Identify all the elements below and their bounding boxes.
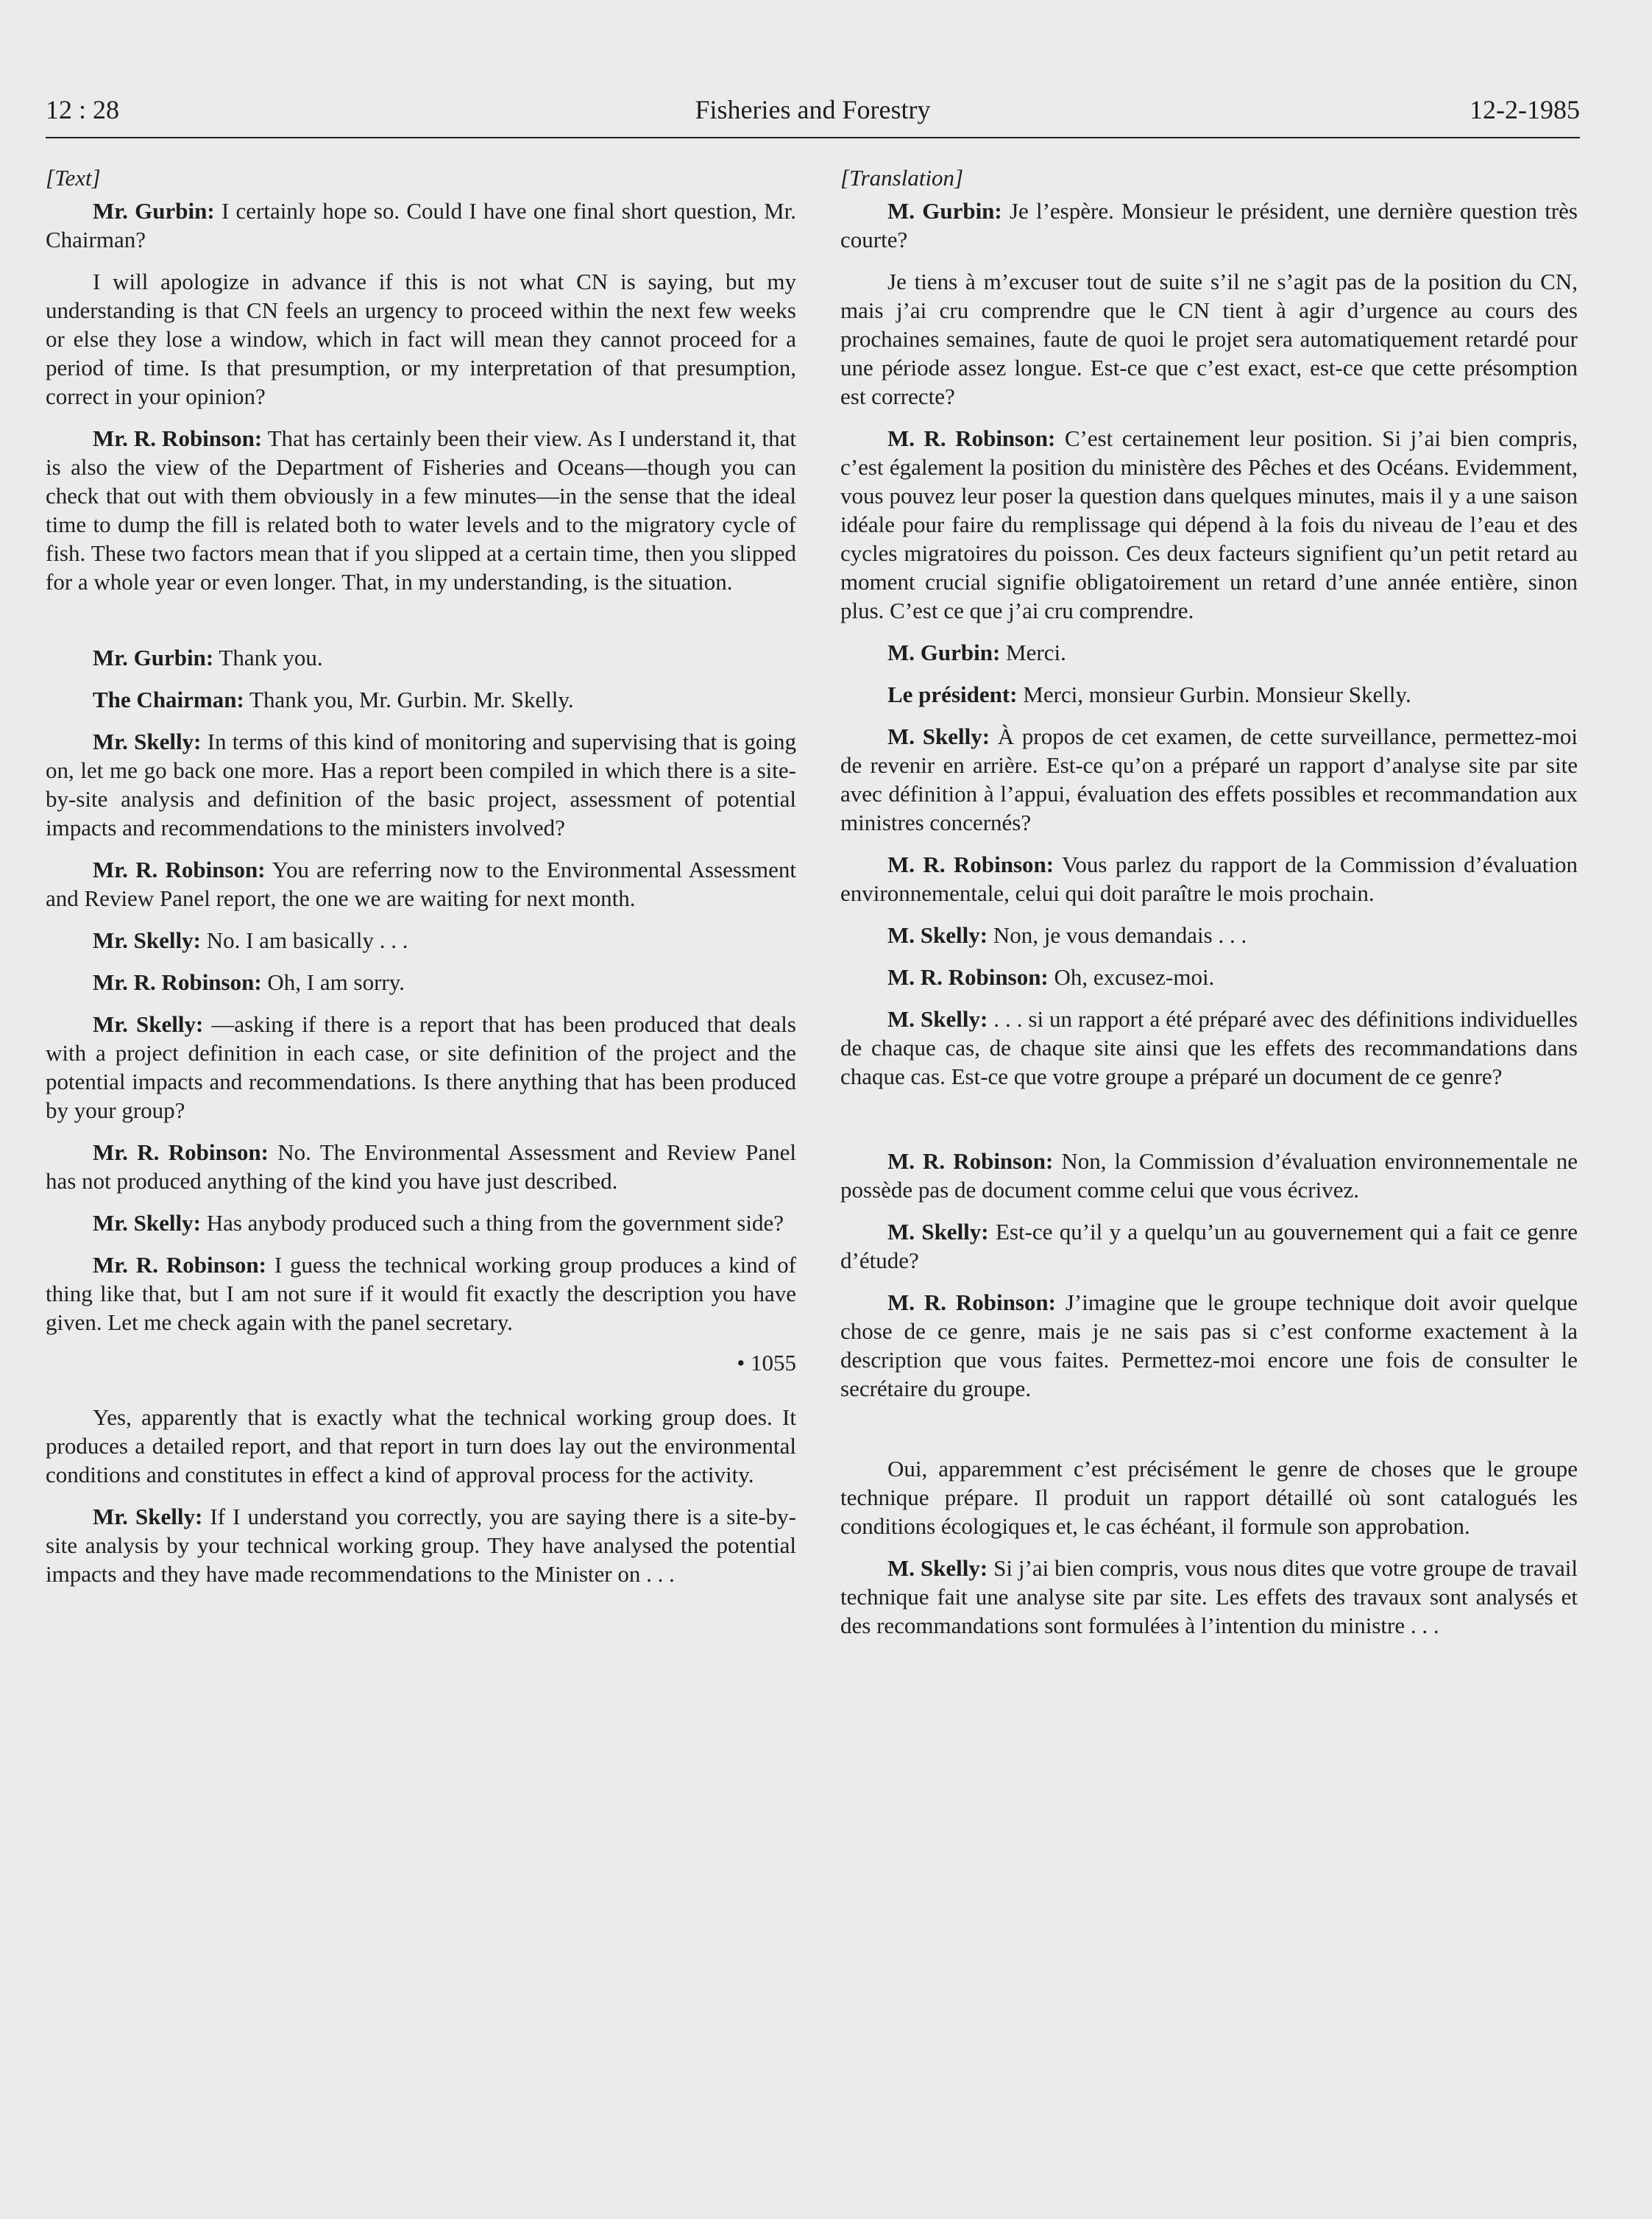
- speaker-name: Mr. Skelly:: [93, 1504, 203, 1529]
- paragraph: [46, 685, 796, 714]
- speech-text: I certainly hope so. Could I have one final short question, Mr. Chairman?: [46, 198, 797, 252]
- speaker-name: M. Gurbin:: [887, 198, 1002, 224]
- paragraph: [840, 1554, 1578, 1640]
- speech-text: No. The Environmental Assessment and Review Panel has not produced anything of the kind you have just described.: [46, 1139, 796, 1194]
- speaker-name: M. Gurbin:: [887, 640, 1001, 665]
- paragraph: [46, 1138, 796, 1195]
- speaker-name: Mr. Skelly:: [93, 1210, 201, 1236]
- paragraph: I will apologize in advance if this is not what CN is saying, but my understanding is that CN feels an urgency to proceed within the next few weeks or else they lose a window, which in fact will mean they cannot proceed for a period of time. Is that presumption, or my interpretation of that presumption, correct in your opinion?: [46, 269, 796, 409]
- speaker-name: Mr. R. Robinson:: [93, 1252, 266, 1278]
- paragraph: [46, 1250, 796, 1337]
- paragraph: [46, 968, 796, 997]
- speech-text: Je l’espère. Monsieur le président, une dernière question très courte?: [840, 198, 1578, 252]
- paragraph: [840, 424, 1578, 625]
- speaker-name: M. Skelly:: [887, 1555, 988, 1581]
- speaker-name: Mr. Skelly:: [93, 927, 201, 953]
- speaker-name: Mr. R. Robinson:: [93, 857, 266, 882]
- paragraph: [840, 921, 1578, 949]
- speaker-name: Mr. R. Robinson:: [93, 969, 262, 995]
- speaker-name: M. Skelly:: [887, 1006, 988, 1032]
- speech-text: Merci, monsieur Gurbin. Monsieur Skelly.: [1017, 682, 1411, 707]
- speech-text: Est-ce qu’il y a quelqu’un au gouvernement qui a fait ce genre d’étude?: [840, 1219, 1578, 1273]
- paragraph: [46, 855, 796, 913]
- speech-text: Merci.: [1000, 640, 1066, 665]
- speech-text: Has anybody produced such a thing from the government side?: [200, 1210, 784, 1236]
- paragraph: [840, 850, 1578, 907]
- paragraph: [46, 727, 796, 842]
- page-header: [46, 94, 1580, 138]
- speaker-name: The Chairman:: [93, 687, 244, 712]
- english-column: [46, 163, 796, 1602]
- speaker-name: M. R. Robinson:: [887, 852, 1054, 877]
- speech-text: . . . si un rapport a été préparé avec des définitions individuelles de chaque cas, de chaque site ainsi que les effets des recommandations dans chaque cas. Est-ce que votre groupe a préparé un document de ce genre?: [840, 1006, 1578, 1089]
- french-column: [840, 163, 1578, 1653]
- paragraph: [46, 197, 796, 254]
- speech-text: Vous parlez du rapport de la Commission d’évaluation environnementale, celui qui doit paraître le mois prochain.: [840, 852, 1578, 906]
- speaker-name: Mr. Skelly:: [93, 729, 202, 754]
- speech-text: À propos de cet examen, de cette surveillance, permettez-moi de revenir en arrière. Est-ce qu’on a préparé un rapport d’analyse site par site avec définition à l’appui, évaluation des effets possibles et recommandation aux ministres concernés?: [840, 723, 1578, 835]
- paragraph: [840, 963, 1578, 991]
- speech-text: That has certainly been their view. As I understand it, that is also the view of the Department of Fisheries and Oceans—though you can check that out with them obviously in a few minutes—in the sense that the ideal time to dump the fill is related both to water levels and to the migratory cycle of fish. These two factors mean that if you slipped at a certain time, then you slipped for a whole year or even longer. That, in my understanding, is the situation.: [46, 425, 796, 595]
- paragraph: Oui, apparemment c’est précisément le genre de choses que le groupe technique prépare. Il produit un rapport détaillé où sont catalogués les conditions écologiques et, le cas échéant, il formule son approbation.: [840, 1456, 1578, 1539]
- paragraph: [840, 680, 1578, 709]
- speaker-name: Mr. Skelly:: [93, 1011, 204, 1037]
- speech-text: Non, la Commission d’évaluation environnementale ne possède pas de document comme celui que vous écrivez.: [840, 1148, 1578, 1203]
- translation-label: [Translation]: [840, 165, 964, 191]
- speech-text: If I understand you correctly, you are saying there is a site-by-site analysis by your technical working group. They have analysed the potential impacts and they have made recommendations to the Minister on . . .: [46, 1504, 796, 1587]
- speaker-name: M. Skelly:: [887, 723, 990, 749]
- speech-text: Non, je vous demandais . . .: [988, 922, 1247, 948]
- page-date: 12-2-1985: [1470, 95, 1580, 124]
- speech-text: —asking if there is a report that has been produced that deals with a project definition in each case, or site definition of the project and the potential impacts and recommendations. Is there anything that has been produced by your group?: [46, 1011, 796, 1123]
- speech-text: Oh, excusez-moi.: [1048, 964, 1215, 990]
- running-title: Fisheries and Forestry: [695, 95, 931, 124]
- time-marker: • 1055: [737, 1350, 796, 1376]
- paragraph: [46, 1010, 796, 1125]
- speaker-name: Mr. R. Robinson:: [93, 425, 263, 451]
- paragraph: [46, 926, 796, 955]
- paragraph: [840, 197, 1578, 254]
- speech-text: You are referring now to the Environmental Assessment and Review Panel report, the one we are waiting for next month.: [46, 857, 796, 911]
- paragraph: [840, 638, 1578, 667]
- speech-text: C’est certainement leur position. Si j’ai bien compris, c’est également la position du ministère des Pêches et des Océans. Evidemment, vous pouvez leur poser la question dans quelques minutes, mais il y a une saison idéale pour faire du remplissage qui dépend à la fois du niveau de l’eau et des cycles migratoires du poisson. Ces deux facteurs signifient qu’un petit retard au moment crucial signifie obligatoirement un retard d’une année entière, sinon plus. C’est ce que j’ai cru comprendre.: [840, 425, 1578, 623]
- speech-text: Si j’ai bien compris, vous nous dites que votre groupe de travail technique fait une analyse site par site. Les effets des travaux sont analysés et des recommandations sont formulées à l’intention du ministre . . .: [840, 1555, 1578, 1638]
- speech-text: Thank you.: [213, 645, 323, 670]
- speaker-name: Mr. R. Robinson:: [93, 1139, 269, 1165]
- paragraph: [46, 1208, 796, 1237]
- paragraph: [46, 643, 796, 672]
- speaker-name: Mr. Gurbin:: [93, 198, 215, 224]
- paragraph: [840, 1147, 1578, 1204]
- text-label: [Text]: [46, 165, 101, 191]
- paragraph: Je tiens à m’excuser tout de suite s’il ne s’agit pas de la position du CN, mais j’ai cru comprendre que le CN tient à agir d’urgence au cours des prochaines semaines, faute de quoi le projet sera automatiquement retardé pour une période assez longue. Est-ce que c’est exact, est-ce que cette présomption est correcte?: [840, 269, 1578, 409]
- paragraph: [840, 722, 1578, 837]
- paragraph: [840, 1217, 1578, 1275]
- paragraph: Yes, apparently that is exactly what the technical working group does. It produces a detailed report, and that report in turn does lay out the environmental conditions and constitutes in effect a kind of approval process for the activity.: [46, 1404, 796, 1487]
- speaker-name: M. R. Robinson:: [887, 425, 1056, 451]
- speaker-name: M. R. Robinson:: [887, 1289, 1056, 1315]
- paragraph: [46, 424, 796, 596]
- speech-text: No. I am basically . . .: [200, 927, 408, 953]
- speech-text: J’imagine que le groupe technique doit avoir quelque chose de ce genre, mais je ne sais pas si c’est conforme exactement à la description que vous faites. Permettez-moi encore une fois de consulter le secrétaire du groupe.: [840, 1289, 1578, 1401]
- speech-text: Thank you, Mr. Gurbin. Mr. Skelly.: [244, 687, 574, 712]
- speech-text: Oh, I am sorry.: [261, 969, 405, 995]
- speaker-name: M. R. Robinson:: [887, 1148, 1054, 1174]
- paragraph: [46, 1502, 796, 1588]
- page-number: 12 : 28: [46, 95, 120, 124]
- speaker-name: M. Skelly:: [887, 1219, 989, 1245]
- paragraph: [840, 1005, 1578, 1091]
- speaker-name: M. Skelly:: [887, 922, 988, 948]
- speaker-name: Mr. Gurbin:: [93, 645, 214, 670]
- paragraph: [840, 1288, 1578, 1403]
- speech-text: I guess the technical working group produces a kind of thing like that, but I am not sure if it would fit exactly the description you have given. Let me check again with the panel secretary.: [46, 1252, 796, 1335]
- speaker-name: M. R. Robinson:: [887, 964, 1049, 990]
- speaker-name: Le président:: [887, 682, 1018, 707]
- speech-text: In terms of this kind of monitoring and supervising that is going on, let me go back one more. Has a report been compiled in which there is a site-by-site analysis and definition of the basic project, assessment of potential impacts and recommendations to the ministers involved?: [46, 729, 796, 840]
